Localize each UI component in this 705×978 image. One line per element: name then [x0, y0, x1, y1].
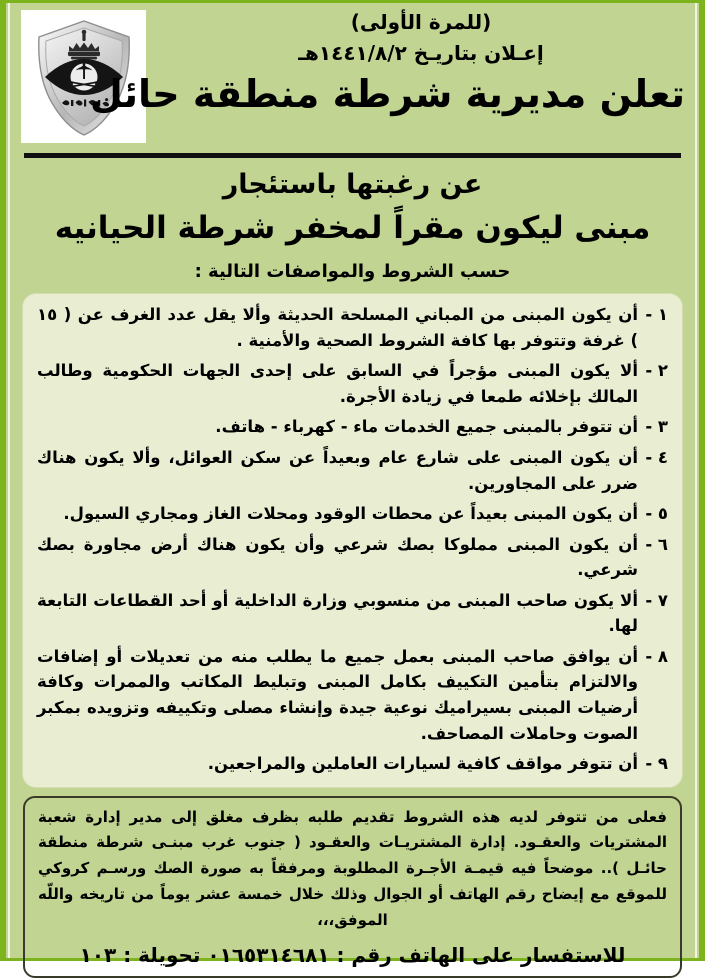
- condition-text: ألا يكون المبنى مؤجراً في السابق على إحدى الجهات الحكومية وطالب المالك بإخلائه طمعا في زيادة الأجرة.: [37, 361, 638, 406]
- condition-number: ١ -: [645, 305, 668, 325]
- condition-text: أن تتوفر مواقف كافية لسيارات العاملين والمراجعين.: [207, 754, 638, 774]
- condition-text: ألا يكون صاحب المبنى من منسوبي وزارة الداخلية أو أحد القطاعات التابعة لها.: [37, 590, 638, 636]
- submission-notice-panel: [23, 796, 682, 978]
- condition-text: أن يكون المبنى مملوكا بصك شرعي وأن يكون هناك أرض مجاورة بصك شرعي.: [37, 534, 638, 580]
- condition-item: [37, 414, 668, 440]
- condition-item: [37, 302, 668, 353]
- condition-item: [37, 751, 668, 777]
- condition-text: أن يكون المبنى على شارع عام وبعيداً عن سكن العوائل، وألا يكون هناك ضرر على المجاورين.: [37, 447, 638, 493]
- condition-item: [37, 532, 668, 583]
- condition-item: [37, 588, 668, 639]
- condition-text: أن يكون المبنى من المباني المسلحة الحديثة وألا يقل عدد الغرف عن ( ١٥ ) غرفة وتتوفر بها كافة الشروط الصحية والأمنية .: [37, 305, 638, 350]
- condition-number: ٦ -: [645, 534, 668, 554]
- conditions-panel: [22, 293, 683, 788]
- condition-item: [37, 501, 668, 527]
- condition-number: ٥ -: [645, 504, 668, 524]
- submission-instructions: فعلى من تتوفر لديه هذه الشروط تقديم طلبه بظرف مغلق إلى مدير إدارة شعبة المشتريات والعقـود. إدارة المشتريـات والعقـود ( جنوب غرب مبنـى شرطة منطقة حائـل ).. موضحاً فيه قيمـة الأجـرة المطلوبة ومرفقاً به صورة الصك ورسـم كروكي للموقع مع إيضاح رقم الهاتف أو الجوال وذلك خلال خمسة عشر يوماً من تاريخه واللّه الموفق،،،: [38, 807, 667, 929]
- first-time-note: (للمرة الأولى): [350, 10, 492, 34]
- subtitle-conditions-lead: حسب الشروط والمواصفات التالية :: [194, 260, 511, 282]
- condition-number: ٤ -: [645, 447, 668, 467]
- header-text-block: [89, 7, 685, 119]
- condition-number: ٣ -: [645, 417, 668, 437]
- condition-number: ٧ -: [645, 590, 668, 610]
- page-title: تعلن مديرية شرطة منطقة حائل: [89, 72, 685, 116]
- condition-item: [37, 445, 668, 496]
- announcement-date: إعـلان بتاريـخ ١٤٤١/٨/٢هـ: [298, 41, 544, 65]
- condition-number: ٢ -: [645, 361, 668, 381]
- subtitle-block: [12, 158, 693, 290]
- condition-item: [37, 358, 668, 409]
- condition-number: ٨ -: [645, 646, 668, 666]
- condition-number: ٩ -: [645, 754, 668, 774]
- poster-header: [12, 3, 693, 153]
- condition-text: أن يوافق صاحب المبنى بعمل جميع ما يطلب منه من تعديلات أو إضافات والالتزام بتأمين التكييف بكامل المبنى وتبليط المكاتب والممرات وكافة أرضيات المبنى بسيراميك نوعية جيدة وإنشاء مصلى وتكييفه وتزويده بمكبر الصوت وحاملات المصاحف.: [37, 646, 638, 743]
- contact-phone-line: للاستفسار على الهاتف رقم : ٠١٦٥٣١٤٦٨١ تحويلة : ١٠٣: [79, 942, 626, 967]
- condition-text: أن تتوفر بالمبنى جميع الخدمات ماء - كهرباء - هاتف.: [215, 417, 638, 437]
- subtitle-subject: مبنى ليكون مقراً لمخفر شرطة الحيانيه: [54, 210, 651, 247]
- subtitle-intent: عن رغبتها باستئجار: [222, 169, 483, 200]
- condition-item: [37, 644, 668, 746]
- condition-text: أن يكون المبنى بعيداً عن محطات الوقود ومحلات الغاز ومجاري السيول.: [63, 504, 638, 524]
